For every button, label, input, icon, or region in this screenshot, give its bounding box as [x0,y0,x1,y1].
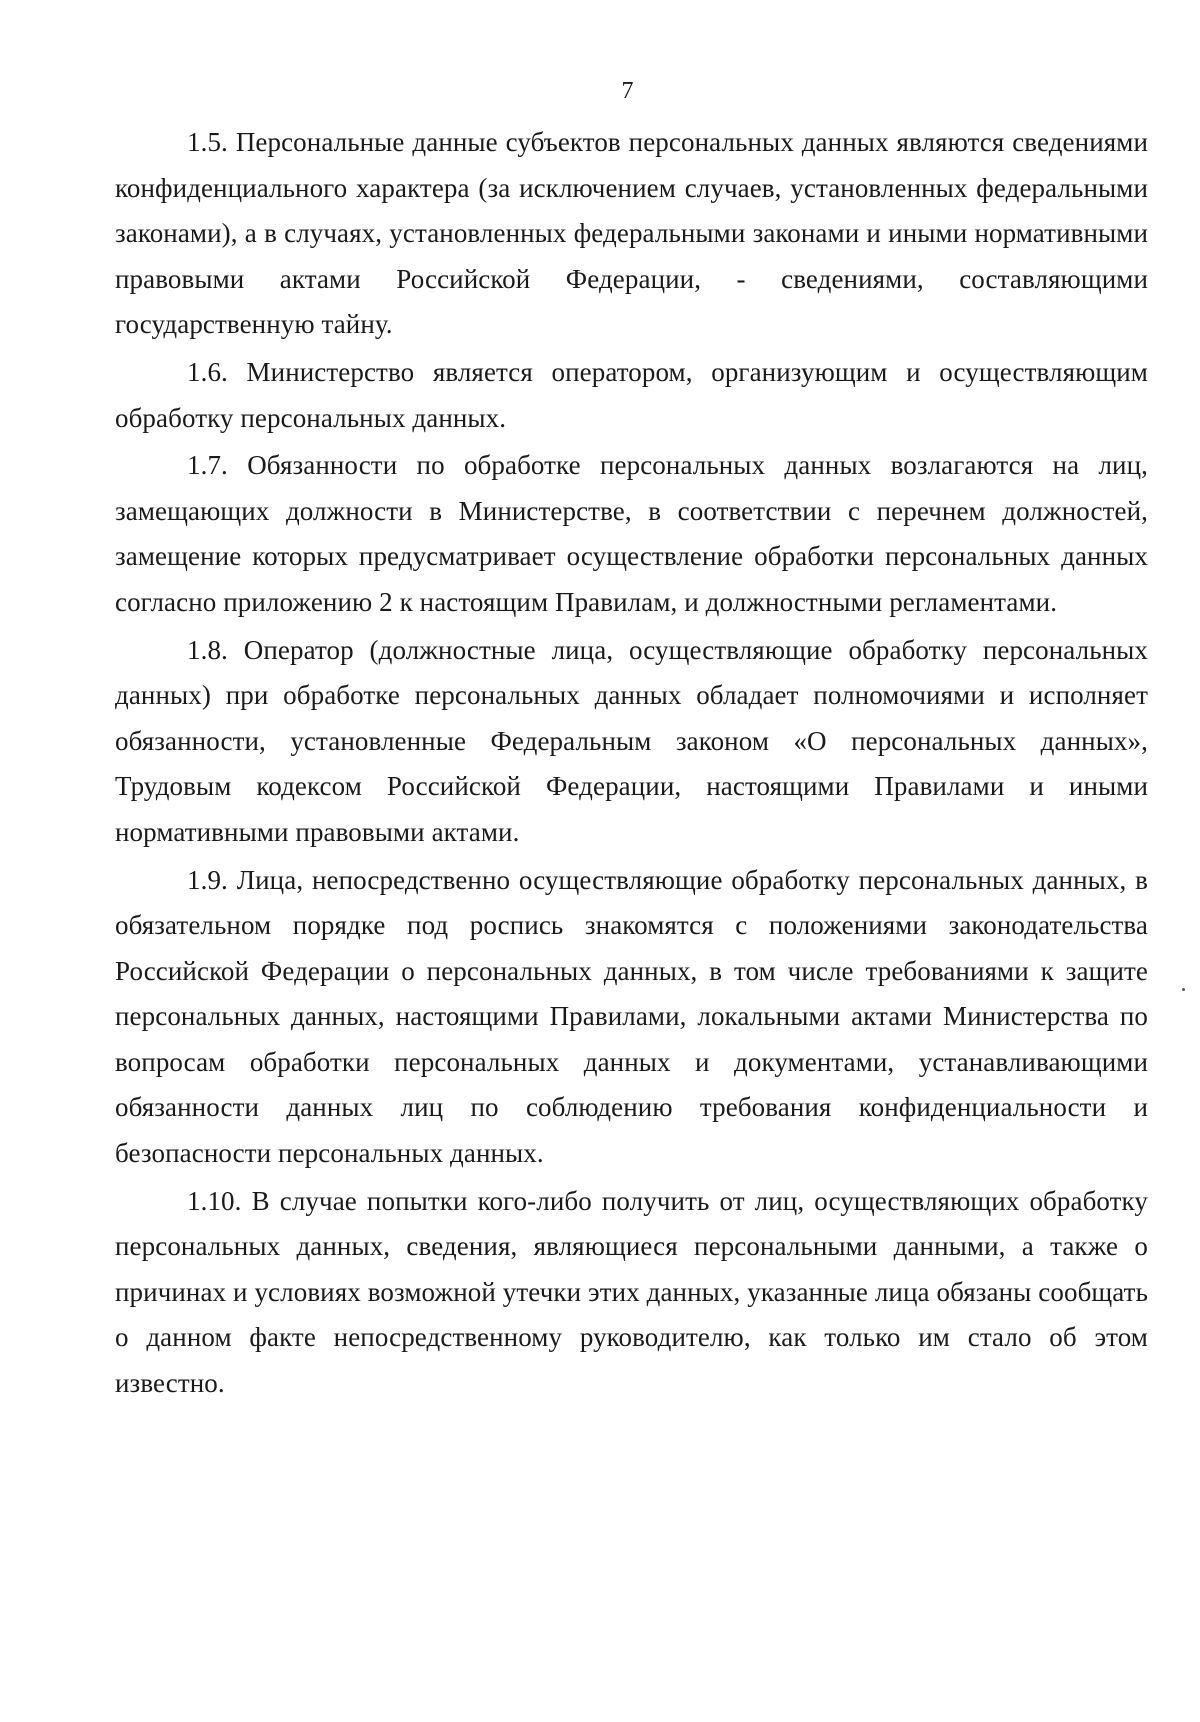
paragraph-1-7 [115,443,1148,625]
paragraph-1-5 [115,120,1148,348]
paragraph-1-9 [115,858,1148,1177]
paragraph-number: 1.8. [187,634,228,665]
paragraph-text: В случае попытки кого-либо получить от лиц, осуществляющих обработку персональных данных, сведения, являющиеся персональными данными, а также о причинах и условиях возможной утечки этих данных, указанные лица обязаны сообщать о данном факте непосредственному руководителю, как только им стало об этом известно. [115,1185,1148,1399]
paragraph-text: Персональные данные субъектов персональных данных являются сведениями конфиденциального характера (за исключением случаев, установленных федеральными законами), а в случаях, установленных федеральными законами и иными нормативными правовыми актами Российской Федерации, - сведениями, составляющими государственную тайну. [115,127,1148,340]
paragraph-number: 1.9. [187,864,228,895]
paragraph-number: 1.7. [187,450,228,481]
document-body [115,120,1148,1409]
paragraph-text: Лица, непосредственно осуществляющие обработку персональных данных, в обязательном порядке под роспись знакомятся с положениями законодательства Российской Федерации о персональных данных, в том числе требованиями к защите персональных данных, настоящими Правилами, локальными актами Министерства по вопросам обработки персональных данных и документами, устанавливающими обязанности данных лиц по соблюдению требования конфиденциальности и безопасности персональных данных. [115,864,1148,1169]
paragraph-1-10 [115,1179,1148,1407]
page-number: 7 [621,78,634,104]
paragraph-1-6 [115,350,1148,441]
paragraph-1-8 [115,628,1148,856]
paragraph-text: Министерство является оператором, организующим и осуществляющим обработку персональных данных. [115,356,1148,433]
paragraph-number: 1.5. [187,127,228,157]
paragraph-text: Обязанности по обработке персональных данных возлагаются на лиц, замещающих должности в Министерстве, в соответствии с перечнем должностей, замещение которых предусматривает осуществление обработки персональных данных согласно приложению 2 к настоящим Правилам, и должностными регламентами. [115,450,1148,617]
scan-speck [1182,988,1185,991]
paragraph-number: 1.10. [187,1185,242,1216]
paragraph-number: 1.6. [187,356,228,387]
paragraph-text: Оператор (должностные лица, осуществляющие обработку персональных данных) при обработке персональных данных обладает полномочиями и исполняет обязанности, установленные Федеральным законом «О персональных данных», Трудовым кодексом Российской Федерации, настоящими Правилами и иными нормативными правовыми актами. [115,634,1148,847]
